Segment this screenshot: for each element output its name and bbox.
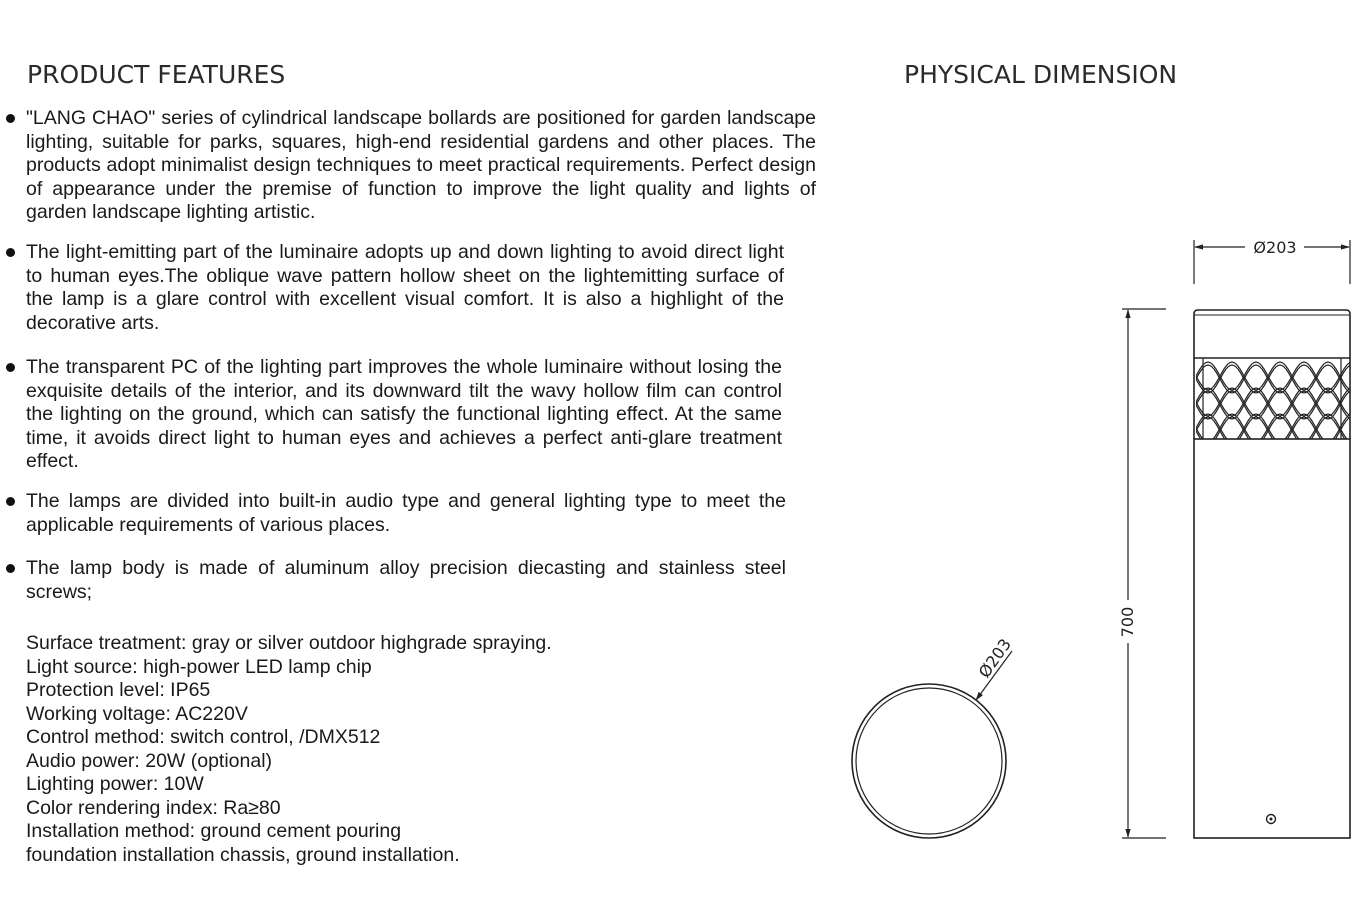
spec-lighting-power: Lighting power: 10W [26, 773, 204, 795]
feature-text: "LANG CHAO" series of cylindrical landscape bollards are positioned for garden landscape lighting, suitable for parks, squares, high-end residential gardens and other places. The products adopt minimalist design techniques to meet practical requirements. Perfect design of appearance under the premise of function to improve the light quality and lights of garden landscape lighting artistic. [26, 107, 816, 223]
bollard-cap [1194, 310, 1350, 358]
width-label: Ø203 [1253, 238, 1297, 257]
spec-protection-level: Protection level: IP65 [26, 679, 211, 701]
spec-control-method: Control method: switch control, /DMX512 [26, 726, 381, 748]
top-view-outer-circle [852, 684, 1006, 838]
spec-working-voltage: Working voltage: AC220V [26, 702, 248, 725]
spec-color-rendering-index: Color rendering index: Ra≥80 [26, 796, 281, 819]
feature-text: The lamps are divided into built-in audio type and general lighting type to meet the applicable requirements of various places. [26, 490, 786, 536]
spec-surface-treatment: Surface treatment: gray or silver outdoor highgrade spraying. [26, 632, 552, 654]
top-view-diameter-label: Ø203 [974, 635, 1016, 682]
wave-pattern [1196, 362, 1350, 445]
spec-light-source: Light source: high-power LED lamp chip [26, 655, 372, 678]
spec-installation-method: Installation method: ground cement pouring [26, 820, 402, 842]
product-features-heading: PRODUCT FEATURES [27, 60, 286, 89]
bollard-body [1194, 439, 1350, 838]
side-view [1118, 238, 1350, 838]
wave-line [1196, 362, 1350, 390]
wave-line [1196, 417, 1350, 445]
feature-text: The lamp body is made of aluminum alloy precision diecasting and stainless steel screws; [26, 557, 786, 603]
bollard-screw-inner [1270, 818, 1273, 821]
wave-line [1196, 362, 1350, 390]
feature-text: The transparent PC of the lighting part improves the whole luminaire without losing the exquisite details of the interior, and its downward tilt the wavy hollow film can control the lighting on the ground, which can satisfy the functional lighting effect. At the same time, it avoids direct light to human eyes and achieves a perfect anti-glare treatment effect. [26, 356, 782, 472]
physical-dimension-heading: PHYSICAL DIMENSION [904, 60, 1178, 89]
top-view-inner-circle [856, 688, 1002, 834]
spec-installation-detail: foundation installation chassis, ground installation. [26, 843, 460, 866]
top-view [852, 635, 1015, 838]
feature-text: The light-emitting part of the luminaire adopts up and down lighting to avoid direct light to human eyes.The oblique wave pattern hollow sheet on the lightemitting surface of the lamp is a glare control with excellent visual comfort. It is also a highlight of the decorative arts. [26, 241, 784, 334]
wave-line [1196, 417, 1350, 445]
spec-audio-power: Audio power: 20W (optional) [26, 749, 273, 772]
height-label: 700 [1118, 606, 1137, 638]
